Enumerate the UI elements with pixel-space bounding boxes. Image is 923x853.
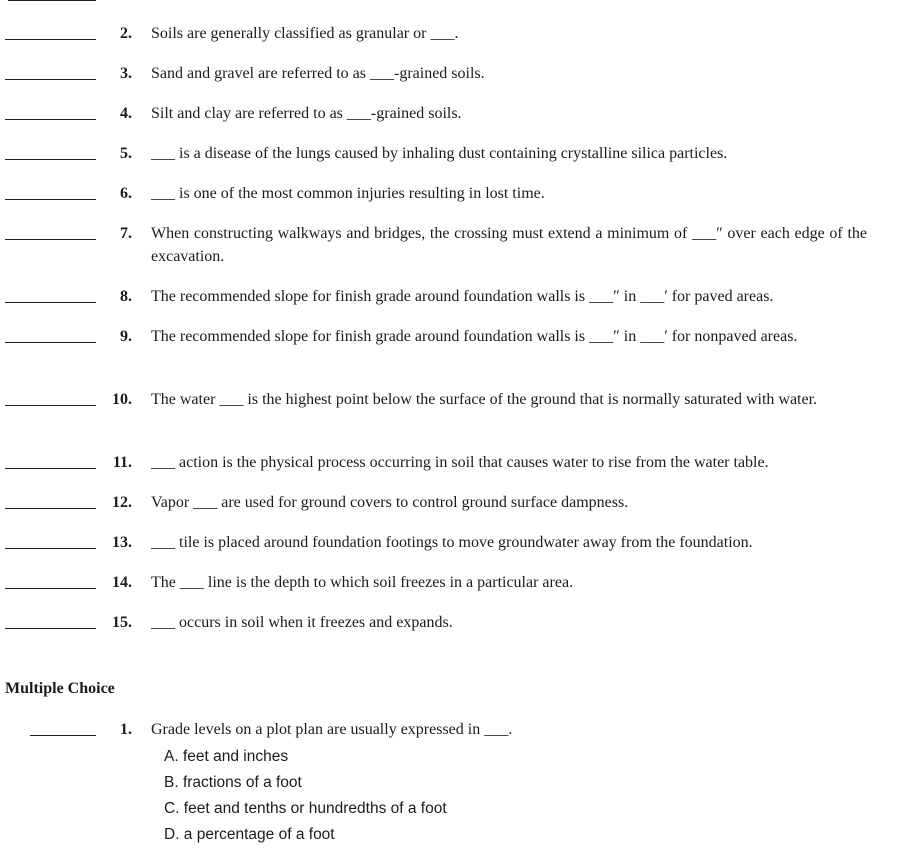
- answer-blank[interactable]: [5, 39, 96, 40]
- question-text: ___ tile is placed around foundation footings to move groundwater away from the foundation.: [151, 534, 753, 551]
- question-number: 15.: [112, 614, 132, 631]
- question-text: Grade levels on a plot plan are usually expressed in ___.: [151, 721, 513, 738]
- cut-off-previous-question: [0, 0, 923, 4]
- question-number: 12.: [112, 494, 132, 511]
- question-number: 8.: [120, 288, 132, 305]
- answer-blank[interactable]: [5, 239, 96, 240]
- answer-blank[interactable]: [8, 0, 96, 1]
- question-text: Vapor ___ are used for ground covers to control ground surface dampness.: [151, 494, 629, 511]
- option-a: A. feet and inches: [164, 748, 289, 765]
- question-number: 2.: [120, 25, 132, 42]
- question-number: 11.: [112, 454, 132, 471]
- answer-options: [164, 744, 447, 848]
- question-text: The recommended slope for finish grade around foundation walls is ___″ in ___′ for nonpaved areas.: [151, 328, 798, 345]
- answer-blank[interactable]: [5, 508, 96, 509]
- answer-blank[interactable]: [5, 405, 96, 406]
- question-text: When constructing walkways and bridges, the crossing must extend a minimum of ___″ over each edge of the excavation.: [151, 225, 867, 265]
- question-text: Silt and clay are referred to as ___-grained soils.: [151, 105, 462, 122]
- option-b: B. fractions of a foot: [164, 774, 302, 791]
- cut-off-text-fragment: [150, 0, 737, 2]
- question-text: ___ occurs in soil when it freezes and expands.: [151, 614, 453, 631]
- answer-blank[interactable]: [5, 159, 96, 160]
- answer-blank[interactable]: [5, 79, 96, 80]
- answer-blank[interactable]: [5, 199, 96, 200]
- answer-blank[interactable]: [5, 628, 96, 629]
- question-number: 13.: [112, 534, 132, 551]
- question-number: 10.: [112, 391, 132, 408]
- question-text: The recommended slope for finish grade around foundation walls is ___″ in ___′ for paved areas.: [151, 288, 774, 305]
- question-number: 5.: [120, 145, 132, 162]
- answer-blank[interactable]: [30, 735, 96, 736]
- question-text: ___ is one of the most common injuries resulting in lost time.: [151, 185, 545, 202]
- question-text: Soils are generally classified as granular or ___.: [151, 25, 459, 42]
- answer-blank[interactable]: [5, 119, 96, 120]
- question-text: ___ is a disease of the lungs caused by inhaling dust containing crystalline silica particles.: [151, 145, 728, 162]
- answer-blank[interactable]: [5, 548, 96, 549]
- question-number: 14.: [112, 574, 132, 591]
- answer-blank[interactable]: [5, 588, 96, 589]
- answer-blank[interactable]: [5, 302, 96, 303]
- question-text: The water ___ is the highest point below the surface of the ground that is normally saturated with water.: [151, 391, 818, 408]
- question-text: Sand and gravel are referred to as ___-grained soils.: [151, 65, 485, 82]
- question-number: 4.: [120, 105, 132, 122]
- question-number: 9.: [120, 328, 132, 345]
- answer-blank[interactable]: [5, 468, 96, 469]
- section-heading: Multiple Choice: [5, 680, 115, 697]
- option-c: C. feet and tenths or hundredths of a foot: [164, 800, 447, 817]
- option-d: D. a percentage of a foot: [164, 826, 335, 843]
- answer-blank[interactable]: [5, 342, 96, 343]
- question-text: ___ action is the physical process occurring in soil that causes water to rise from the water table.: [151, 454, 769, 471]
- question-number: 6.: [120, 185, 132, 202]
- question-number: 3.: [120, 65, 132, 82]
- question-number: 1.: [120, 721, 132, 738]
- question-text: The ___ line is the depth to which soil freezes in a particular area.: [151, 574, 574, 591]
- question-number: 7.: [120, 225, 132, 242]
